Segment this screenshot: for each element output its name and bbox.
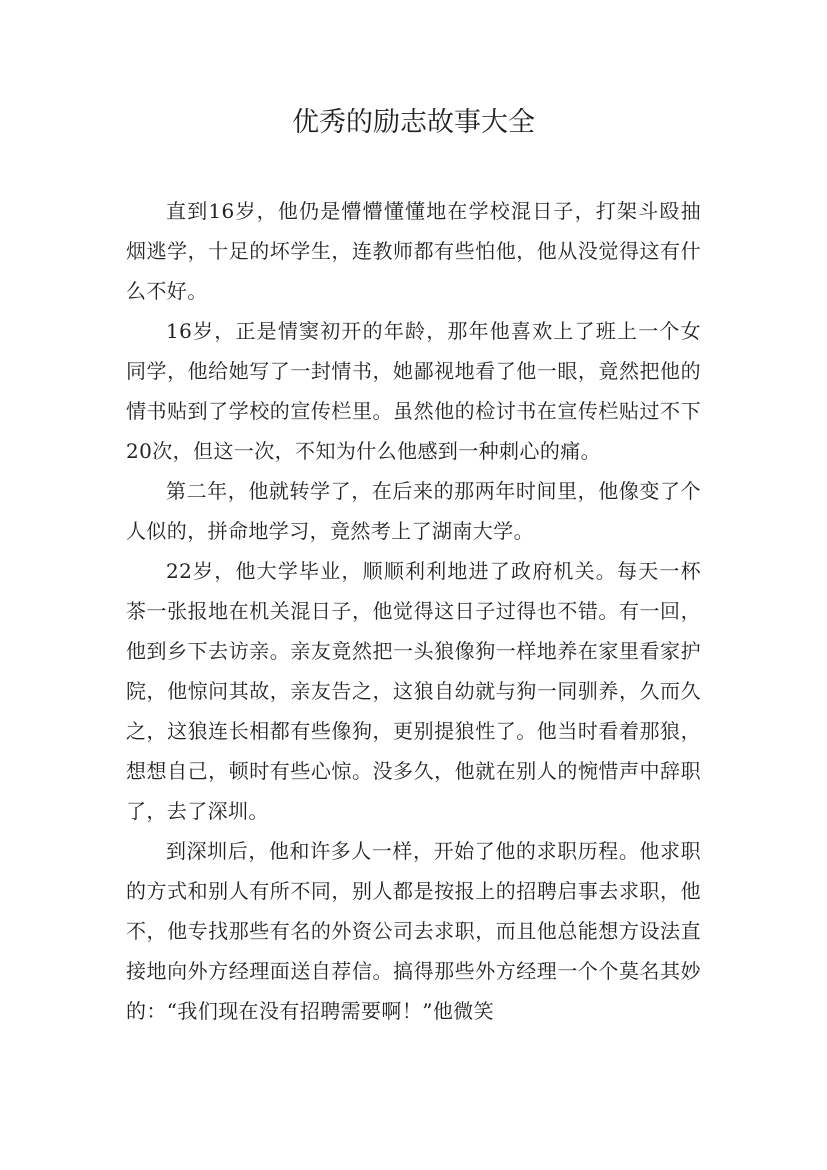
paragraph-5: 到深圳后，他和许多人一样，开始了他的求职历程。他求职的方式和别人有所不同，别人都是按报上的招聘启事去求职，他不，他专找那些有名的外资公司去求职，而且他总能想方设法直接地向外方经理面送自荐信。搞得那些外方经理一个个莫名其妙的：“我们现在没有招聘需要啊！”他微笑 bbox=[126, 839, 701, 1023]
paragraph-4: 22岁，他大学毕业，顺顺利利地进了政府机关。每天一杯茶一张报地在机关混日子，他觉得这日子过得也不错。有一回，他到乡下去访亲。亲友竟然把一头狼像狗一样地养在家里看家护院，他惊问其故，亲友告之，这狼自幼就与狗一同驯养，久而久之，这狼连长相都有些像狗，更别提狼性了。他当时看着那狼，想想自己，顿时有些心惊。没多久，他就在别人的惋惜声中辞职了，去了深圳。 bbox=[126, 559, 701, 823]
document-body bbox=[126, 191, 701, 1031]
paragraph-3: 第二年，他就转学了，在后来的那两年时间里，他像变了个人似的，拼命地学习，竟然考上了湖南大学。 bbox=[126, 479, 701, 543]
paragraph-1: 直到16岁，他仍是懵懵懂懂地在学校混日子，打架斗殴抽烟逃学，十足的坏学生，连教师都有些怕他，他从没觉得这有什么不好。 bbox=[126, 199, 701, 303]
document-title: 优秀的励志故事大全 bbox=[292, 107, 535, 138]
paragraph-2: 16岁，正是情窦初开的年龄，那年他喜欢上了班上一个女同学，他给她写了一封情书，她鄙视地看了他一眼，竟然把他的情书贴到了学校的宣传栏里。虽然他的检讨书在宣传栏贴过不下20次，但这一次，不知为什么他感到一种刺心的痛。 bbox=[126, 319, 701, 463]
